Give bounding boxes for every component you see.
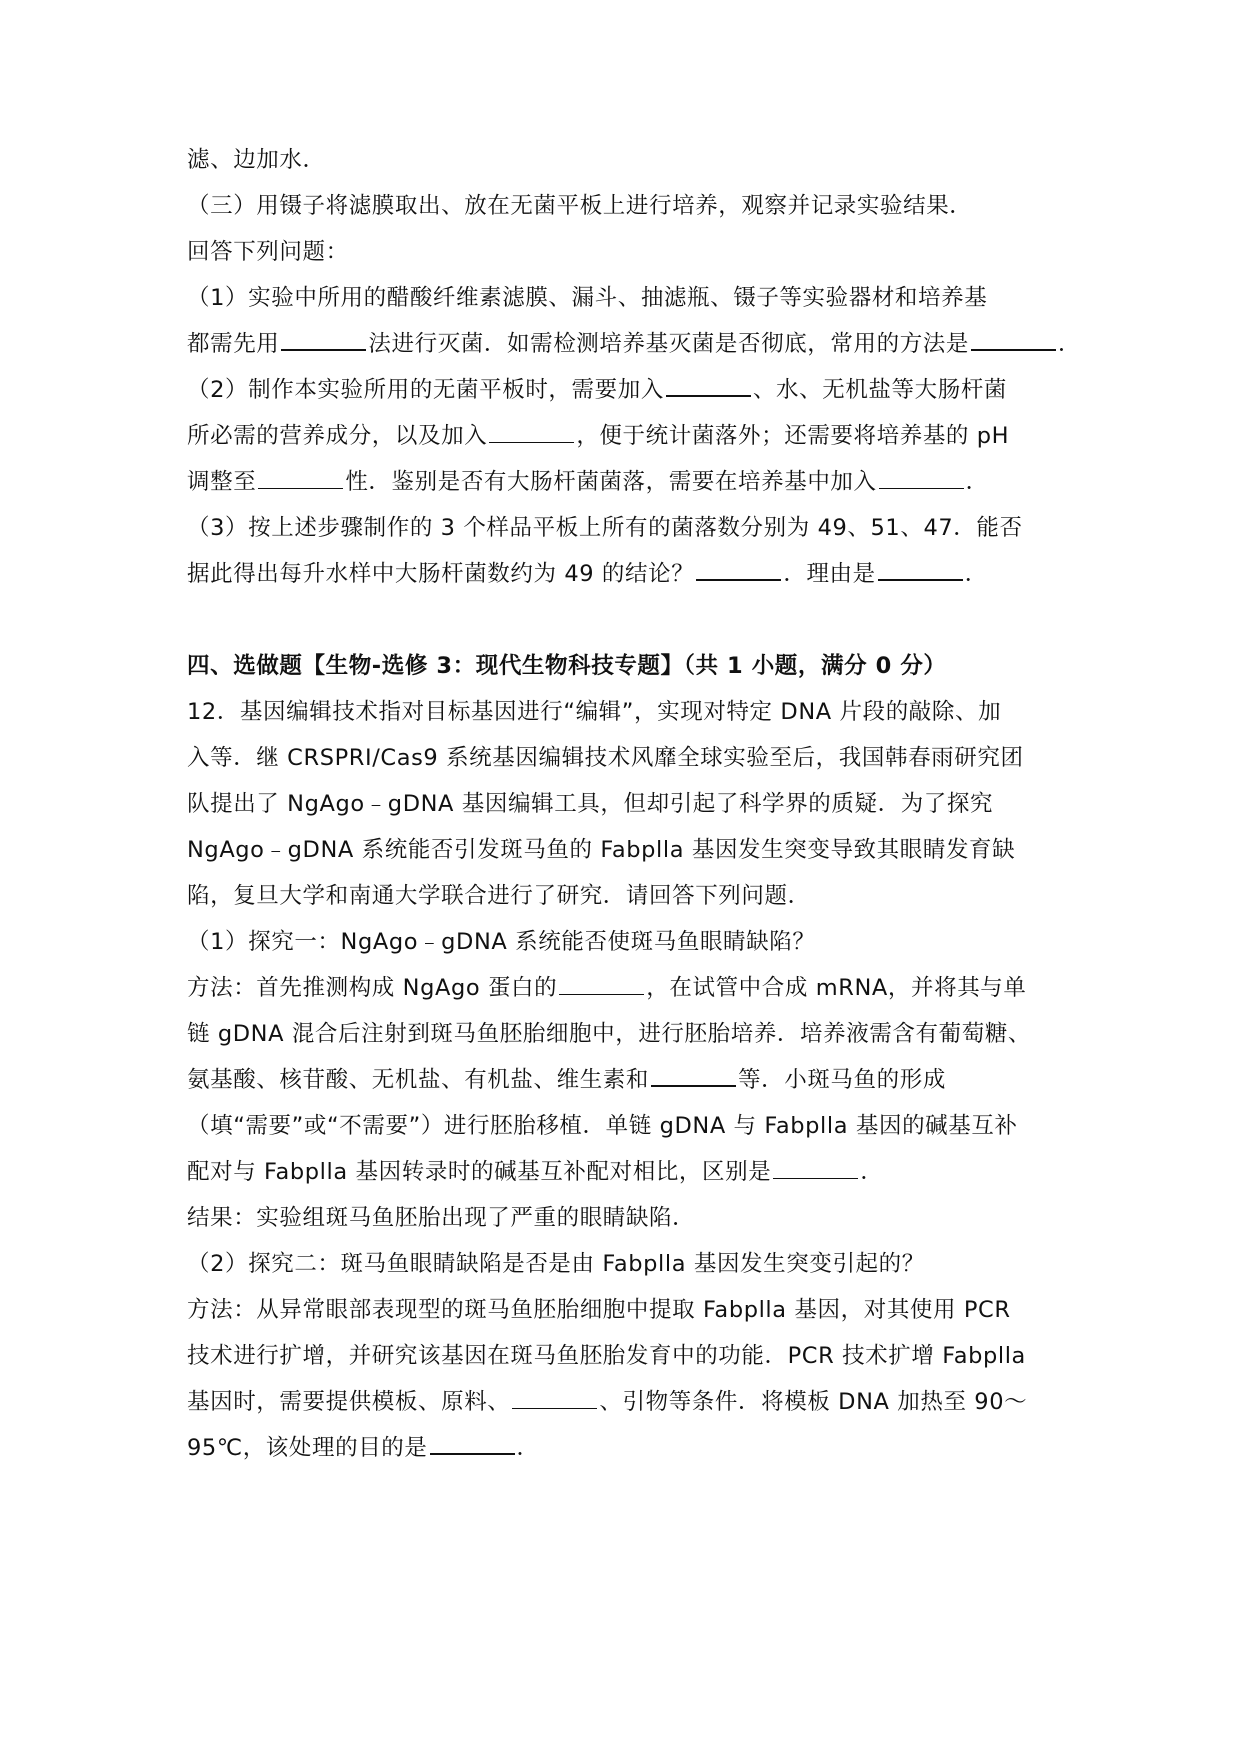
text-line: 调整至 性．鉴别是否有大肠杆菌菌落，需要在培养基中加入 ． bbox=[187, 469, 989, 495]
text-line: 所必需的营养成分，以及加入 ，便于统计菌落外；还需要将培养基的 pH bbox=[187, 423, 1010, 449]
text-line: 都需先用 法进行灭菌．如需检测培养基灭菌是否彻底，常用的方法是 ． bbox=[187, 331, 1082, 357]
question-3-text: （3）按上述步骤制作的 3 个样品平板上所有的菌落数分别为 49、51、47．能否 bbox=[187, 515, 1023, 541]
section-heading: 四、选做题【生物-选修 3：现代生物科技专题】（共 1 小题，满分 0 分） bbox=[187, 653, 947, 679]
answer-blank bbox=[666, 375, 751, 397]
text-line: 技术进行扩增，并研究该基因在斑马鱼胚胎发育中的功能．PCR 技术扩增 Fabplla bbox=[187, 1343, 1026, 1369]
text-line: NgAgo﹣gDNA 系统能否引发斑马鱼的 Fabplla 基因发生突变导致其眼睛发育缺 bbox=[187, 837, 1016, 863]
text-line: 氨基酸、核苷酸、无机盐、有机盐、维生素和 等．小斑马鱼的形成 bbox=[187, 1067, 946, 1093]
text-line: 结果：实验组斑马鱼胚胎出现了严重的眼睛缺陷． bbox=[187, 1205, 696, 1231]
answer-blank bbox=[696, 559, 781, 581]
answer-blank bbox=[512, 1388, 597, 1409]
answer-blank bbox=[430, 1433, 515, 1455]
text-line: 链 gDNA 混合后注射到斑马鱼胚胎细胞中，进行胚胎培养．培养液需含有葡萄糖、 bbox=[187, 1021, 1032, 1047]
text-line: 方法：首先推测构成 NgAgo 蛋白的 ，在试管中合成 mRNA，并将其与单 bbox=[187, 975, 1027, 1001]
answer-blank bbox=[258, 468, 343, 489]
answer-blank bbox=[281, 329, 366, 351]
text-line: 据此得出每升水样中大肠杆菌数约为 49 的结论？ ．理由是 ． bbox=[187, 561, 988, 587]
text-line: 入等．继 CRSPRI/Cas9 系统基因编辑技术风靡全球实验至后，我国韩春雨研究团 bbox=[187, 745, 1024, 771]
text-line: 95℃，该处理的目的是 ． bbox=[187, 1435, 540, 1461]
text-line: （填“需要”或“不需要”）进行胚胎移植．单链 gDNA 与 Fabplla 基因的碱基互补 bbox=[187, 1113, 1018, 1139]
answer-blank bbox=[971, 329, 1056, 351]
text-line: 基因时，需要提供模板、原料、 、引物等条件．将模板 DNA 加热至 90～ bbox=[187, 1389, 1028, 1415]
sub-question-2: （2）探究二：斑马鱼眼睛缺陷是否是由 Fabplla 基因发生突变引起的？ bbox=[187, 1251, 925, 1277]
sub-question-1: （1）探究一：NgAgo﹣gDNA 系统能否使斑马鱼眼睛缺陷？ bbox=[187, 929, 816, 955]
text-line: （三）用镊子将滤膜取出、放在无菌平板上进行培养，观察并记录实验结果． bbox=[187, 193, 973, 219]
question-12-text: 12．基因编辑技术指对目标基因进行“编辑”，实现对特定 DNA 片段的敲除、加 bbox=[187, 699, 1002, 725]
answer-blank bbox=[559, 974, 644, 995]
text-line: 方法：从异常眼部表现型的斑马鱼胚胎细胞中提取 Fabplla 基因，对其使用 PCR bbox=[187, 1297, 1011, 1323]
text-line: 陷，复旦大学和南通大学联合进行了研究．请回答下列问题． bbox=[187, 883, 811, 909]
answer-blank bbox=[651, 1065, 736, 1087]
question-1-text: （1）实验中所用的醋酸纤维素滤膜、漏斗、抽滤瓶、镊子等实验器材和培养基 bbox=[187, 285, 988, 311]
answer-blank bbox=[489, 422, 574, 443]
text-line: 配对与 Fabplla 基因转录时的碱基互补配对相比，区别是 ． bbox=[187, 1159, 884, 1185]
answer-blank bbox=[879, 468, 964, 489]
text-line: 队提出了 NgAgo﹣gDNA 基因编辑工具，但却引起了科学界的质疑．为了探究 bbox=[187, 791, 994, 817]
answer-blank bbox=[773, 1158, 858, 1179]
question-2-text: （2）制作本实验所用的无菌平板时，需要加入 、水、无机盐等大肠杆菌 bbox=[187, 377, 1008, 403]
text-line: 回答下列问题： bbox=[187, 239, 349, 265]
answer-blank bbox=[878, 559, 963, 581]
text-line: 滤、边加水． bbox=[187, 147, 326, 173]
